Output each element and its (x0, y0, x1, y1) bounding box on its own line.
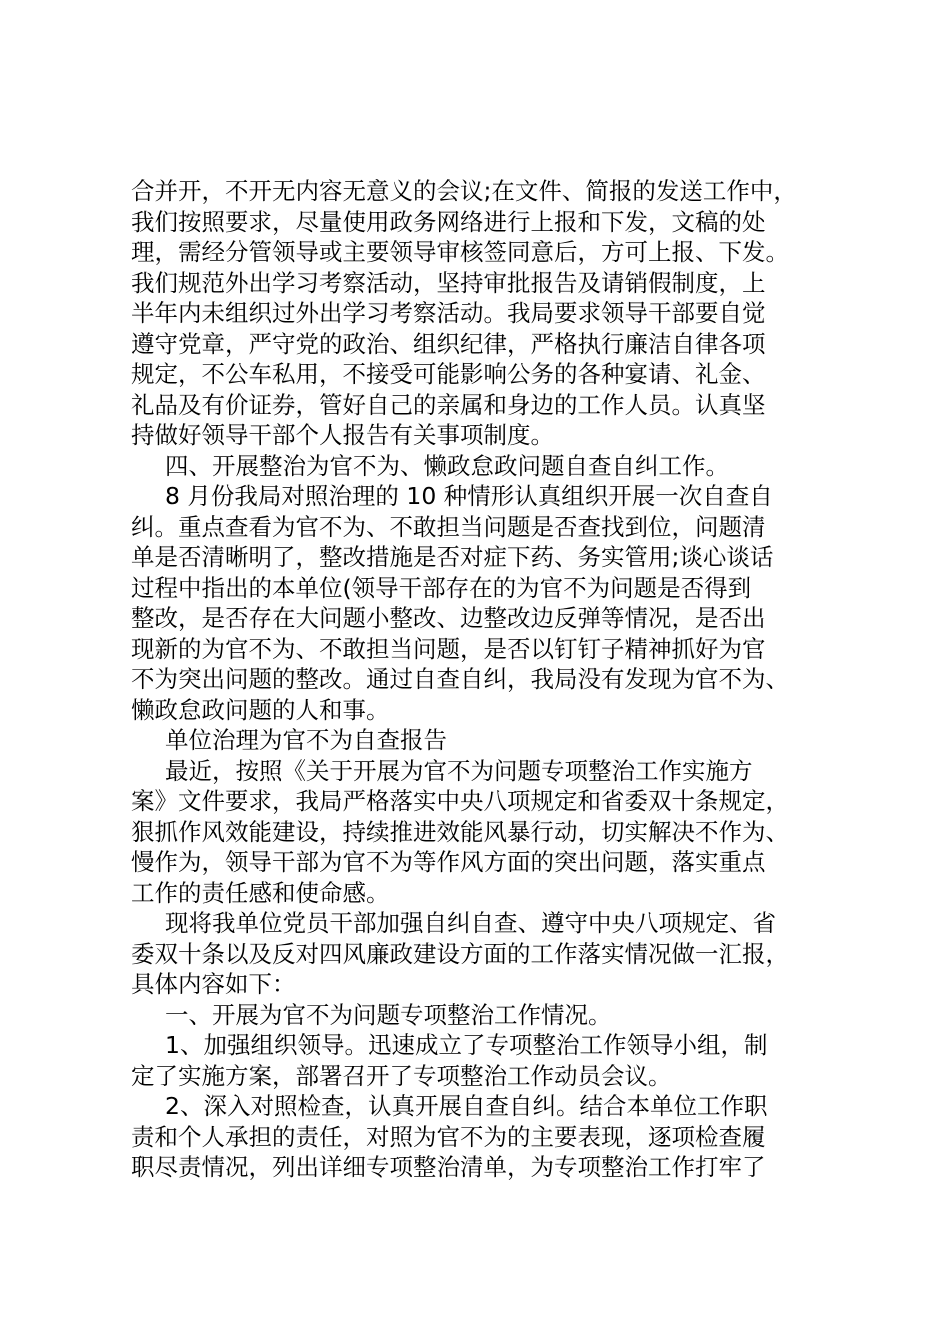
text-line: 定了实施方案，部署召开了专项整治工作动员会议。 (131, 1061, 672, 1090)
text-line: 半年内未组织过外出学习考察活动。我局要求领导干部要自觉 (131, 299, 766, 327)
text-line: 8 月份我局对照治理的 10 种情形认真组织开展一次自查自 (165, 482, 773, 510)
text-line: 慢作为，领导干部为官不为等作风方面的突出问题，落实重点 (131, 848, 766, 876)
text-line: 2、深入对照检查，认真开展自查自纠。结合本单位工作职 (165, 1092, 768, 1120)
text-line: 最近，按照《关于开展为官不为问题专项整治工作实施方 (165, 756, 753, 785)
text-line: 礼品及有价证券，管好自己的亲属和身边的工作人员。认真坚 (131, 390, 766, 419)
text-line: 合并开，不开无内容无意义的会议;在文件、简报的发送工作中， (131, 177, 797, 205)
text-line: 职尽责情况，列出详细专项整治清单，为专项整治工作打牢了 (131, 1153, 766, 1181)
text-line: 纠。重点查看为官不为、不敢担当问题是否查找到位，问题清 (131, 512, 766, 541)
text-line: 一、开展为官不为问题专项整治工作情况。 (165, 1000, 612, 1029)
text-line: 四、开展整治为官不为、懒政怠政问题自查自纠工作。 (165, 451, 729, 480)
text-line: 责和个人承担的责任，对照为官不为的主要表现，逐项检查履 (131, 1122, 766, 1151)
text-line: 懒政怠政问题的人和事。 (131, 695, 390, 724)
text-line: 我们按照要求，尽量使用政务网络进行上报和下发，文稿的处 (131, 207, 766, 236)
text-line: 规定，不公车私用，不接受可能影响公务的各种宴请、礼金、 (131, 360, 766, 388)
text-line: 案》文件要求，我局严格落实中央八项规定和省委双十条规定， (131, 787, 789, 815)
text-line: 理，需经分管领导或主要领导审核签同意后，方可上报、下发。 (131, 238, 789, 266)
text-line: 单是否清晰明了，整改措施是否对症下药、务实管用;谈心谈话 (131, 543, 774, 571)
text-line: 工作的责任感和使命感。 (131, 878, 390, 907)
text-line: 委双十条以及反对四风廉政建设方面的工作落实情况做一汇报， (131, 939, 789, 968)
text-line: 持做好领导干部个人报告有关事项制度。 (131, 421, 554, 449)
text-line: 单位治理为官不为自查报告 (165, 726, 447, 754)
document-body (131, 176, 831, 1183)
text-line: 过程中指出的本单位(领导干部存在的为官不为问题是否得到 (131, 573, 752, 602)
text-line: 1、加强组织领导。迅速成立了专项整治工作领导小组，制 (165, 1031, 768, 1059)
text-line: 具体内容如下： (131, 970, 296, 998)
text-line: 遵守党章，严守党的政治、组织纪律，严格执行廉洁自律各项 (131, 329, 766, 358)
text-line: 现将我单位党员干部加强自纠自查、遵守中央八项规定、省 (165, 909, 776, 937)
text-line: 整改，是否存在大问题小整改、边整改边反弹等情况，是否出 (131, 604, 766, 632)
text-line: 不为突出问题的整改。通过自查自纠，我局没有发现为官不为、 (131, 665, 789, 693)
text-line: 现新的为官不为、不敢担当问题，是否以钉钉子精神抓好为官 (131, 634, 766, 663)
text-line: 我们规范外出学习考察活动，坚持审批报告及请销假制度，上 (131, 268, 766, 297)
text-line: 狠抓作风效能建设，持续推进效能风暴行动，切实解决不作为、 (131, 817, 789, 846)
